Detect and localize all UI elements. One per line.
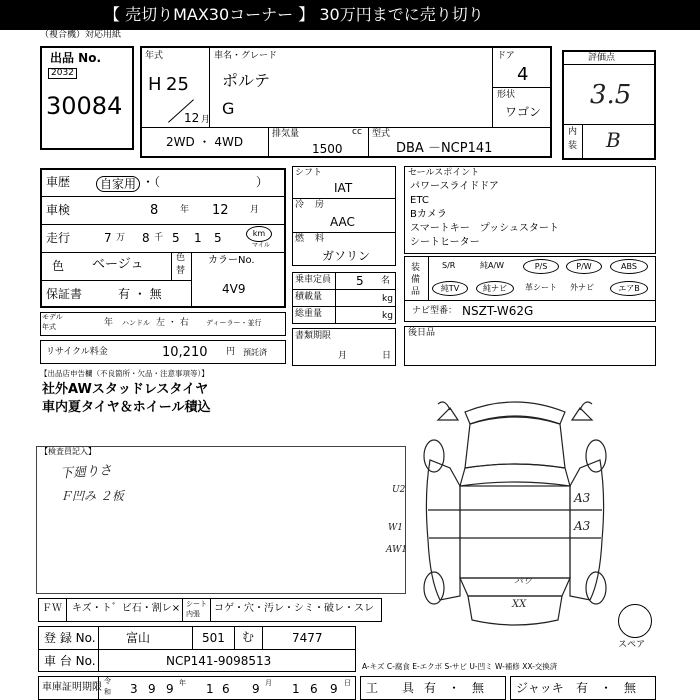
model-code: DBA －NCP141 (396, 141, 493, 156)
reg-place: 富山 (126, 631, 151, 645)
note-line-1: 社外AWスタッドレスタイヤ (42, 382, 209, 397)
seat-label-2: 内張 (186, 610, 200, 618)
score-label: 評価点 (588, 53, 616, 63)
cert-d1-2: 9 (166, 682, 174, 696)
equip-pw-circle (566, 259, 602, 274)
equip-airbag-circle (610, 281, 648, 296)
interior-label-2: 装 (568, 141, 578, 151)
year-label: 年式 (145, 51, 164, 61)
warranty-label: 保証書 (46, 287, 83, 301)
chassis-label: 車 台 No. (44, 654, 96, 668)
reg-number: 7477 (292, 631, 323, 645)
km-circle (246, 226, 272, 242)
shape: ワゴン (505, 105, 542, 119)
color-label: 色 (52, 259, 65, 273)
color-value: ベージュ (92, 257, 144, 272)
mileage-d1: 万 (116, 233, 126, 243)
banner-text: 【 売切りMAX30コーナー 】 30万円までに売り切り (104, 5, 484, 24)
history-rest: ・（ ） (142, 175, 269, 189)
equip-leather: 革シート (525, 283, 557, 292)
equip-pw: P/W (576, 262, 592, 271)
year-value: 25 (166, 74, 189, 95)
inspector-handwritten-1: 下廻りさ (59, 463, 113, 482)
mileage-d2: 8 (142, 231, 150, 245)
equip-aw: 純A/W (480, 261, 505, 270)
insp-month-unit: 月 (250, 205, 260, 215)
cert-d2-1: 6 (222, 682, 230, 696)
cert-d2-0: 1 (206, 682, 214, 696)
mileage-d4: 5 (172, 231, 180, 245)
month-unit: 月 (201, 115, 211, 125)
shift-label: シフト (295, 168, 323, 178)
cert-d3-0: 1 (292, 682, 300, 696)
sales-point-2: ETC (410, 195, 429, 206)
disp-label: 排気量 (272, 129, 300, 139)
diagram-hw-u2: U2 (392, 485, 406, 495)
reg-kana: む (242, 630, 255, 644)
spare-tire-icon (618, 604, 652, 638)
weight-label: 総重量 (295, 309, 323, 319)
cert-d3-2: 9 (330, 682, 338, 696)
year-era: H (148, 74, 162, 95)
capacity-label: 乗車定員 (295, 275, 332, 285)
recycle-note: 預託済 (243, 348, 267, 357)
shift-value: IAT (334, 181, 353, 195)
mileage-d0: 7 (104, 231, 112, 245)
legend: A-キズ C-腐食 E-エクボ S-サビ U-凹ミ W-補修 XX-交換済 (362, 662, 558, 671)
docs-unit: 月 (338, 351, 348, 361)
tools-value: 有 ・ 無 (424, 681, 485, 695)
equip-sr: S/R (442, 261, 456, 270)
equip-ps-circle (523, 259, 559, 274)
equip-navi-circle (476, 281, 514, 296)
cert-d1-0: 3 (130, 682, 138, 696)
ac-value: AAC (330, 215, 355, 229)
sales-label: セールスポイント (408, 168, 480, 178)
lot-label: 出品 No. (50, 51, 102, 65)
fw-value: キズ・ト゛ビ石・割レ× (72, 603, 181, 614)
reg-class: 501 (202, 631, 225, 645)
repaint-label-1: 色 (176, 253, 186, 263)
equip-tv-circle (432, 281, 468, 296)
door-label: ドア (497, 51, 515, 61)
equip-ps: P/S (534, 262, 548, 271)
equip-label-1: 装 (411, 263, 421, 273)
recycle-label: リサイクル料金 (46, 347, 108, 357)
later-box (404, 326, 656, 366)
load-unit: kg (382, 294, 393, 304)
sales-point-5: シートヒーター (410, 237, 480, 248)
equip-label-2: 備 (411, 275, 421, 285)
equip-abs: ABS (621, 262, 637, 271)
chassis-value: NCP141-9098513 (166, 654, 272, 668)
fuel-value: ガソリン (322, 249, 371, 263)
cert-unit-day: 日 (344, 679, 351, 687)
inspector-label: 【検査員記入】 (40, 447, 96, 456)
drive: 2WD ・ 4WD (166, 135, 244, 149)
handle-value: 左 ・ 右 (156, 318, 189, 328)
inspection-label: 車検 (46, 203, 71, 217)
spare-label: スペア (618, 640, 646, 650)
equip-abs-circle (610, 259, 648, 274)
later-label: 後日品 (408, 328, 436, 338)
model-year-label-1: モデル (42, 313, 63, 321)
seat-value: コゲ・穴・汚レ・シミ・破レ・スレ (214, 603, 374, 614)
mileage-d3: 千 (154, 233, 164, 243)
notes-label: 【出品店申告欄（不良箇所・欠品・注意事項等）】 (40, 369, 209, 378)
color-no: 4V9 (222, 282, 246, 296)
mile-label: マイル (252, 242, 270, 249)
handle-label: ハンドル (122, 319, 150, 327)
interior-handwritten: B (606, 128, 621, 152)
capacity-unit: 名 (381, 276, 391, 286)
equip-navi: 純ナビ (483, 284, 507, 293)
weight-unit: kg (382, 311, 393, 321)
insp-year: 8 (150, 203, 159, 218)
diagram-hw-a3-lower: A3 (574, 519, 591, 533)
score-handwritten: 3.5 (590, 80, 632, 110)
model-year-label-2: 年式 (42, 323, 56, 331)
diagram-hw-a3-upper: A3 (574, 491, 591, 505)
tools-label: 工 具 (366, 681, 415, 695)
cert-d2-2: 9 (252, 682, 260, 696)
model-year-unit: 年 (104, 318, 114, 328)
lot-number: 30084 (46, 92, 123, 120)
km-label: km (252, 229, 266, 238)
displacement: 1500 (312, 142, 343, 156)
mileage-d5: 1 (194, 231, 202, 245)
mileage-label: 走行 (46, 231, 71, 245)
cert-label: 車庫証明期限 (42, 682, 102, 693)
reg-label: 登 録 No. (44, 631, 96, 645)
mileage-d6: 5 (214, 231, 222, 245)
navi-label: ナビ型番： (412, 306, 458, 316)
docs-day: 日 (382, 351, 392, 361)
capacity-value: 5 (356, 274, 364, 288)
docs-label: 書類期限 (295, 331, 332, 341)
disp-unit: cc (352, 127, 362, 137)
fuel-label-2: 料 (315, 234, 325, 244)
top-note: （複合機）対応用紙 (40, 30, 122, 40)
model-label: 型式 (372, 129, 391, 139)
insp-month: 12 (212, 203, 229, 218)
grade: G (222, 99, 235, 118)
sales-point-1: パワースライドドア (410, 181, 499, 192)
color-no-label: カラーNo. (208, 255, 255, 266)
inspector-handwritten-2: Ｆ凹み ２板 (60, 489, 124, 503)
warranty-value: 有 ・ 無 (118, 287, 162, 301)
sales-point-4: スマートキー プッシュスタート (410, 223, 559, 234)
seat-label-1: シート (186, 600, 207, 608)
fuel-label-1: 燃 (295, 234, 305, 244)
jack-label: ジャッキ (516, 681, 564, 695)
lot-small: 2032 (48, 68, 77, 79)
cert-pre-1: 令 (104, 677, 111, 685)
insp-year-unit: 年 (180, 205, 190, 215)
equip-airbag: エアB (618, 284, 640, 293)
ac-label-1: 冷 (295, 200, 305, 210)
recycle-unit: 円 (226, 347, 236, 357)
dealer-label: ディーラー・並行 (206, 319, 262, 327)
interior-label-1: 内 (568, 127, 578, 137)
ac-label-2: 房 (315, 200, 325, 210)
cert-pre-2: 和 (104, 688, 111, 696)
equip-label-3: 品 (411, 287, 421, 297)
diagram-hw-aw1: AW1 (386, 545, 408, 555)
cert-d1-1: 9 (148, 682, 156, 696)
month-value: 12 (184, 111, 200, 125)
equip-tv: 純TV (440, 284, 460, 293)
jack-value: 有 ・ 無 (576, 681, 637, 695)
diagram-hw-w1: W1 (388, 523, 403, 533)
repaint-label-2: 替 (176, 266, 186, 276)
recycle-value: 10,210 (162, 345, 208, 360)
doors: 4 (517, 64, 529, 85)
equip-ext-navi: 外ナビ (570, 283, 594, 292)
name-label: 車名・グレード (214, 51, 278, 61)
history-value: 自家用 (96, 176, 140, 192)
cert-d3-1: 6 (310, 682, 318, 696)
cert-unit-month: 月 (265, 679, 272, 687)
navi-value: NSZT-W62G (462, 304, 534, 318)
note-line-2: 車内夏タイヤ＆ホイール積込 (42, 400, 211, 415)
cert-unit-year: 年 (179, 679, 186, 687)
sales-point-3: Bカメラ (410, 209, 447, 220)
shape-label: 形状 (497, 90, 516, 100)
car-name: ポルテ (222, 71, 271, 90)
load-label: 積載量 (295, 292, 323, 302)
diagram-hw-xx: XX (512, 599, 527, 610)
diagram-hw-ubo: パワ (514, 577, 533, 587)
fw-label: ＦＷ (42, 603, 62, 614)
history-label: 車歴 (46, 175, 71, 189)
